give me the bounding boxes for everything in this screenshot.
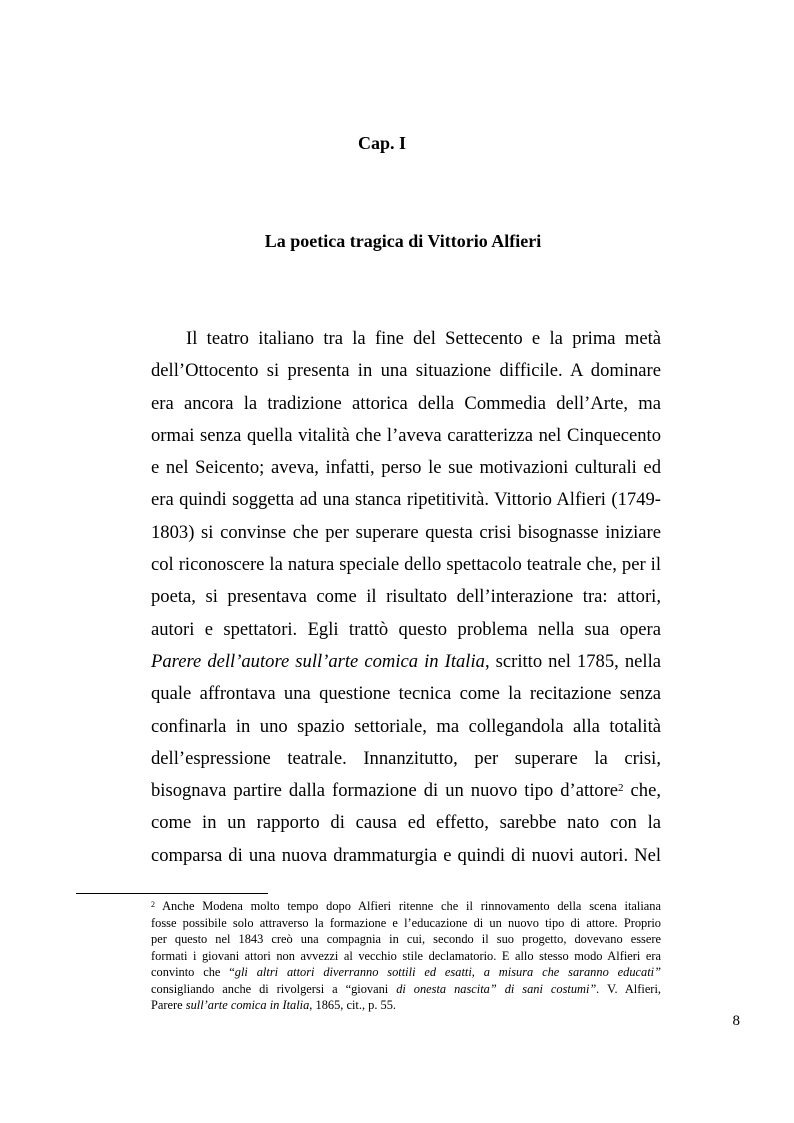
body-line: comparsa di una nuova drammaturgia e quindi di nuovi autori. Nel [151, 844, 661, 866]
footnote-line: formati i giovani attori non avvezzi al vecchio stile declamatorio. E allo stesso modo Alfieri era [151, 948, 661, 963]
body-line: dell’espressione teatrale. Innanzitutto, per superare la crisi, [151, 747, 661, 769]
body-line: era quindi soggetta ad una stanca ripetitività. Vittorio Alfieri (1749- [151, 489, 661, 511]
footnote-line: per questo nel 1843 creò una compagnia in cui, secondo il suo progetto, dovevano essere [151, 932, 661, 946]
body-line [151, 646, 661, 678]
page-number: 8 [732, 1013, 740, 1029]
footnote-text-run: convinto che “ [151, 965, 235, 979]
body-text-run: che, [623, 780, 661, 802]
body-line: quale affrontava una questione tecnica come la recitazione senza [151, 683, 661, 705]
body-line: e nel Seicento; aveva, infatti, perso le sue motivazioni culturali ed [151, 457, 661, 479]
body-line: Il teatro italiano tra la fine del Settecento e la prima metà [186, 328, 661, 349]
footnote-marker: 2 [151, 900, 155, 909]
chapter-heading: Cap. I [357, 133, 406, 153]
body-line: ormai senza quella vitalità che l’aveva caratterizza nel Cinquecento [151, 424, 661, 446]
body-text-run: bisognava partire dalla formazione di un nuovo tipo d’attore [151, 780, 619, 802]
body-line: 1803) si convinse che per superare questa crisi bisognasse iniziare [151, 521, 661, 543]
footnote-quote-italic: gli altri attori diverranno sottili ed esatti, a misura che saranno educati” [234, 965, 661, 979]
footnote-separator [76, 893, 268, 894]
body-line: col riconoscere la natura speciale dello spettacolo teatrale che, per il [151, 554, 661, 576]
footnote-text-run: Parere [151, 998, 186, 1012]
body-line: confinarla in uno spazio settoriale, ma collegandola alla totalità [151, 715, 661, 737]
footnote-line [151, 898, 661, 915]
footnote-line [151, 981, 661, 998]
body-line: come in un rapporto di causa ed effetto, sarebbe nato con la [151, 812, 661, 834]
footnote-quote-italic: di onesta nascita” di sani costumi”. [396, 981, 600, 996]
footnote [151, 898, 661, 1014]
footnote-text-run: , 1865, cit., p. 55. [309, 998, 397, 1012]
body-line: poeta, si presentava come il risultato dell’interazione tra: attori, [151, 586, 661, 608]
work-title-italic: Parere dell’autore sull’arte comica in Italia [151, 650, 485, 672]
body-line: era ancora la tradizione attorica della Commedia dell’Arte, ma [151, 392, 661, 414]
footnote-text-run: Anche Modena molto tempo dopo Alfieri ritenne che il rinnovamento della scena italiana [155, 899, 661, 913]
footnote-text-run: consigliando anche di rivolgersi a “giovani [151, 981, 397, 996]
footnote-text-run: V. Alfieri, [599, 981, 661, 996]
footnote-line: fosse possibile solo attraverso la formazione e l’educazione di un nuovo tipo di attore. Proprio [151, 915, 661, 930]
body-paragraph [151, 323, 661, 872]
footnote-line [151, 964, 661, 981]
body-text-run: , scritto nel 1785, nella [484, 650, 661, 672]
footnote-line [151, 997, 661, 1014]
chapter-title: La poetica tragica di Vittorio Alfieri [264, 231, 542, 251]
footnote-reference[interactable]: 2 [618, 782, 624, 795]
body-line: autori e spettatori. Egli trattò questo problema nella sua opera [151, 618, 661, 640]
footnote-title-italic: sull’arte comica in Italia [185, 998, 310, 1012]
body-line: dell’Ottocento si presenta in una situazione difficile. A dominare [151, 360, 661, 382]
body-line [151, 775, 661, 807]
